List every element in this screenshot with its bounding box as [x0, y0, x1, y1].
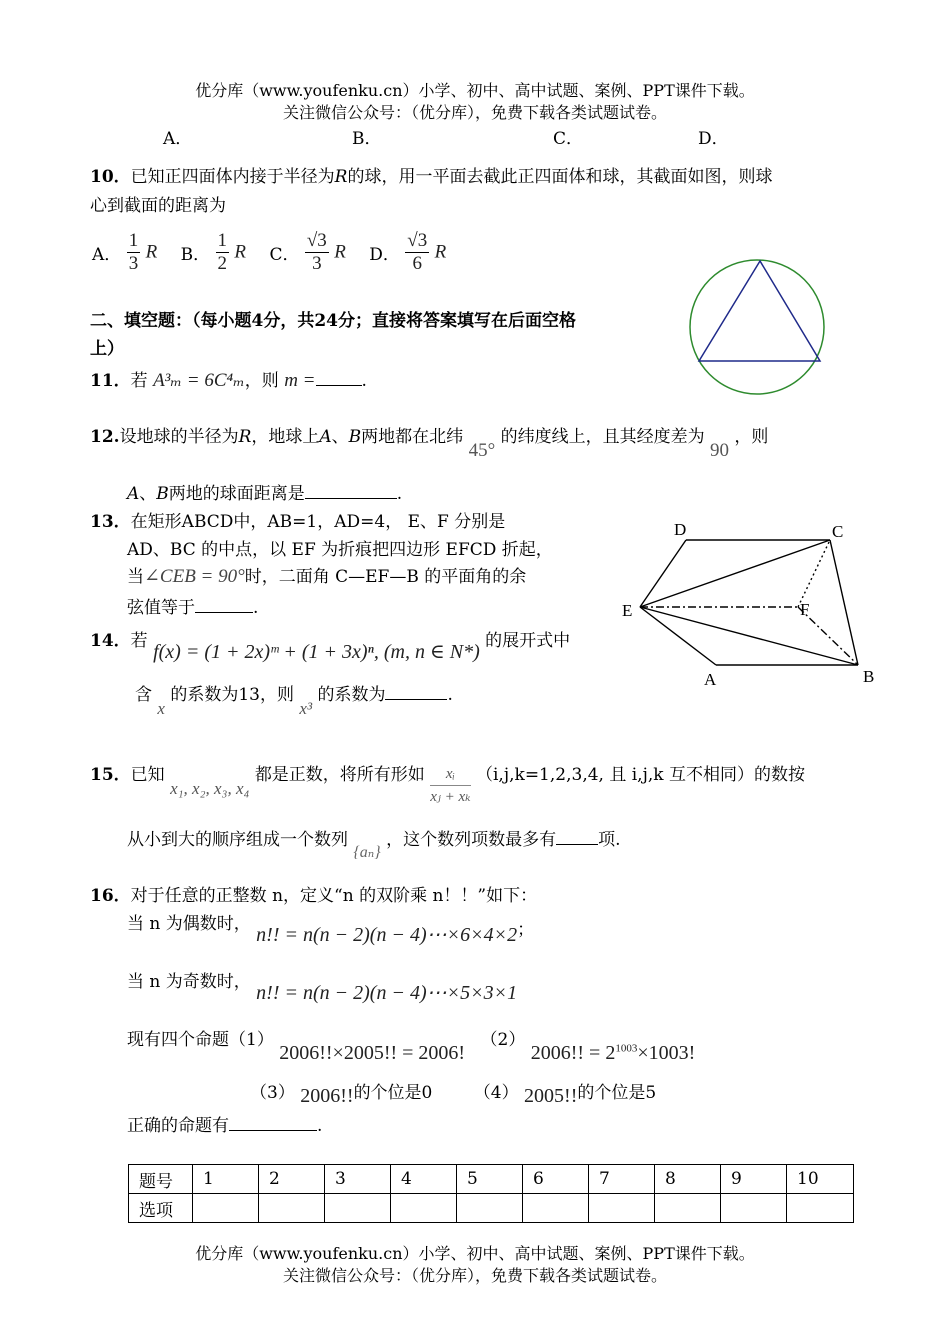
- q12-latitude: 45°: [468, 440, 496, 461]
- table-cell-number: 9: [721, 1165, 787, 1194]
- q11-expression: A³ₘ = 6C⁴ₘ: [153, 370, 245, 391]
- label-d: D: [674, 520, 687, 539]
- q14-answer-blank: [385, 699, 447, 700]
- q11: 11．若 A³ₘ = 6C⁴ₘ，则 m = .: [90, 370, 367, 391]
- q15-line-1: 15．已知 x₁, x₂, x₃, x₄ 都是正数，将所有形如 $\frac{\text{xᵢ}}{\text{xⱼ + xₖ}}$ （i,j,k=1,2,3,4, 且 i,j,k 互不相同）的数按: [90, 753, 805, 798]
- q15-line-2: 从小到大的顺序组成一个数列 {aₙ} ，这个数列项数最多有 项.: [127, 830, 621, 861]
- footer-line-1: 优分库（www.youfenku.cn）小学、初中、高中试题、案例、PPT课件下载。: [195, 1244, 755, 1263]
- q10-line-2: 心到截面的距离为: [90, 196, 226, 216]
- answer-cell-7[interactable]: [589, 1194, 655, 1223]
- q12-longitude-diff: 90: [710, 440, 729, 461]
- answer-table: [128, 1164, 854, 1223]
- q13-answer-blank: [195, 612, 253, 613]
- q15-answer-blank: [556, 844, 598, 845]
- answer-table-header-row: [129, 1165, 854, 1194]
- section-2-title: 二、填空题：（每小题4分，共24分；直接将答案填写在后面空格: [90, 311, 576, 331]
- q9-option-b: B．: [352, 129, 382, 149]
- label-c: C: [832, 522, 844, 541]
- q16-propositions-3-4: （3） 2006!!的个位是0 （4） 2005!!的个位是5: [250, 1083, 657, 1107]
- q16-even-formula: n!! = n(n − 2)(n − 4)⋯×6×4×2: [256, 924, 518, 946]
- q16-prop-3: 2006!!: [300, 1085, 354, 1107]
- q16-line-1: 16．对于任意的正整数 n，定义“n 的双阶乘 n！！”如下：: [90, 886, 538, 906]
- q10-options: [92, 230, 446, 275]
- table-cell-number: 8: [655, 1165, 721, 1194]
- q9-option-a: A．: [163, 129, 193, 149]
- tetrahedron-section-triangle: [699, 261, 820, 361]
- answer-cell-4[interactable]: [391, 1194, 457, 1223]
- answer-cell-6[interactable]: [523, 1194, 589, 1223]
- q11-answer-blank: [316, 385, 362, 386]
- q16-prop-4: 2005!!: [524, 1085, 578, 1107]
- answer-cell-3[interactable]: [325, 1194, 391, 1223]
- q12-answer-blank: [305, 498, 397, 499]
- q12-line-1: 12.设地球的半径为R，地球上A、B两地都在北纬 45° 的纬度线上，且其经度差为 90 ，则: [90, 427, 769, 461]
- q9-option-c: C．: [553, 129, 584, 149]
- q10-option-d: D． $\frac{√3}{6}$ R: [369, 230, 447, 274]
- table-cell-label: 选项: [129, 1194, 193, 1223]
- answer-cell-8[interactable]: [655, 1194, 721, 1223]
- q16-propositions-1-2: 现有四个命题（1） 2006!!×2005!! = 2006! （2） 2006!! = $2^{1003}\times 1003$!: [127, 1030, 696, 1064]
- table-cell-label: 题号: [129, 1165, 193, 1194]
- q14-function: f(x) = (1 + 2x)ᵐ + (1 + 3x)ⁿ, (m, n ∈ N*): [153, 641, 480, 663]
- header-line-1: 优分库（www.youfenku.cn）小学、初中、高中试题、案例、PPT课件下载。: [195, 81, 755, 100]
- q16-odd-formula: n!! = n(n − 2)(n − 4)⋯×5×3×1: [256, 982, 518, 1004]
- table-cell-number: 1: [193, 1165, 259, 1194]
- section-2-title-cont: 上）: [90, 339, 124, 359]
- table-cell-number: 6: [523, 1165, 589, 1194]
- label-b: B: [863, 667, 875, 686]
- q10-option-c: C． $\frac{√3}{3}$ R: [269, 230, 346, 274]
- header-line-2: 关注微信公众号：（优分库），免费下载各类试题试卷。: [282, 103, 667, 122]
- q13-line-3: 当∠CEB = 90°时，二面角 C—EF—B 的平面角的余: [127, 566, 527, 587]
- q16-prop-2: 2006!! = $2^{1003}\times 1003$!: [530, 1042, 696, 1064]
- q13-line-2: AD、BC 的中点，以 EF 为折痕把四边形 EFCD 折起，: [127, 540, 553, 560]
- q16-odd: 当 n 为奇数时， n!! = n(n − 2)(n − 4)⋯×5×3×1: [127, 972, 518, 1004]
- table-cell-number: 3: [325, 1165, 391, 1194]
- q10-number: 10．: [90, 167, 131, 187]
- table-cell-number: 4: [391, 1165, 457, 1194]
- q10-line-1: 10．已知正四面体内接于半径为R的球，用一平面去截此正四面体和球，其截面如图，则球: [90, 167, 773, 187]
- q13-line-4: 弦值等于 .: [127, 598, 259, 618]
- q15-variables: x₁, x₂, x₃, x₄: [170, 779, 250, 798]
- q14-line-1: 14．若 f(x) = (1 + 2x)ᵐ + (1 + 3x)ⁿ, (m, n ∈ N*) 的展开式中: [90, 631, 571, 663]
- label-a: A: [704, 670, 717, 689]
- q16-answer-line: 正确的命题有 .: [127, 1116, 323, 1136]
- answer-cell-9[interactable]: [721, 1194, 787, 1223]
- sphere-circle: [690, 260, 824, 394]
- answer-table-answer-row: [129, 1194, 854, 1223]
- q10-option-b: B． $\frac{1}{2}$ R: [180, 230, 247, 274]
- q16-answer-blank: [229, 1130, 317, 1131]
- answer-cell-2[interactable]: [259, 1194, 325, 1223]
- answer-cell-1[interactable]: [193, 1194, 259, 1223]
- q9-option-d: D．: [698, 129, 729, 149]
- table-cell-number: 2: [259, 1165, 325, 1194]
- sphere-section-figure: [686, 256, 828, 398]
- q16-prop-1: 2006!!×2005!! = 2006!: [279, 1042, 466, 1064]
- answer-cell-10[interactable]: [787, 1194, 854, 1223]
- q13-line-1: 13．在矩形ABCD中，AB=1，AD=4， E、F 分别是: [90, 512, 506, 532]
- folded-rectangle-figure: [618, 515, 880, 695]
- q15-fraction: $\frac{\text{xᵢ}}{\text{xⱼ + xₖ}}$: [430, 763, 470, 808]
- q13-angle: ∠CEB = 90°: [144, 566, 245, 587]
- q16-even: 当 n 为偶数时， n!! = n(n − 2)(n − 4)⋯×6×4×2；: [127, 914, 535, 946]
- table-cell-number: 5: [457, 1165, 523, 1194]
- table-cell-number: 7: [589, 1165, 655, 1194]
- q14-line-2: 含 x 的系数为13，则 x³ 的系数为 .: [135, 685, 453, 718]
- answer-cell-5[interactable]: [457, 1194, 523, 1223]
- label-e: E: [622, 601, 633, 620]
- q15-sequence: {aₙ}: [353, 844, 381, 861]
- q12-line-2: A、B两地的球面距离是 .: [127, 484, 403, 504]
- label-f: F: [800, 600, 810, 619]
- q10-option-a: A． $\frac{1}{3}$ R: [92, 230, 158, 274]
- footer-line-2: 关注微信公众号：（优分库），免费下载各类试题试卷。: [282, 1266, 667, 1285]
- table-cell-number: 10: [787, 1165, 854, 1194]
